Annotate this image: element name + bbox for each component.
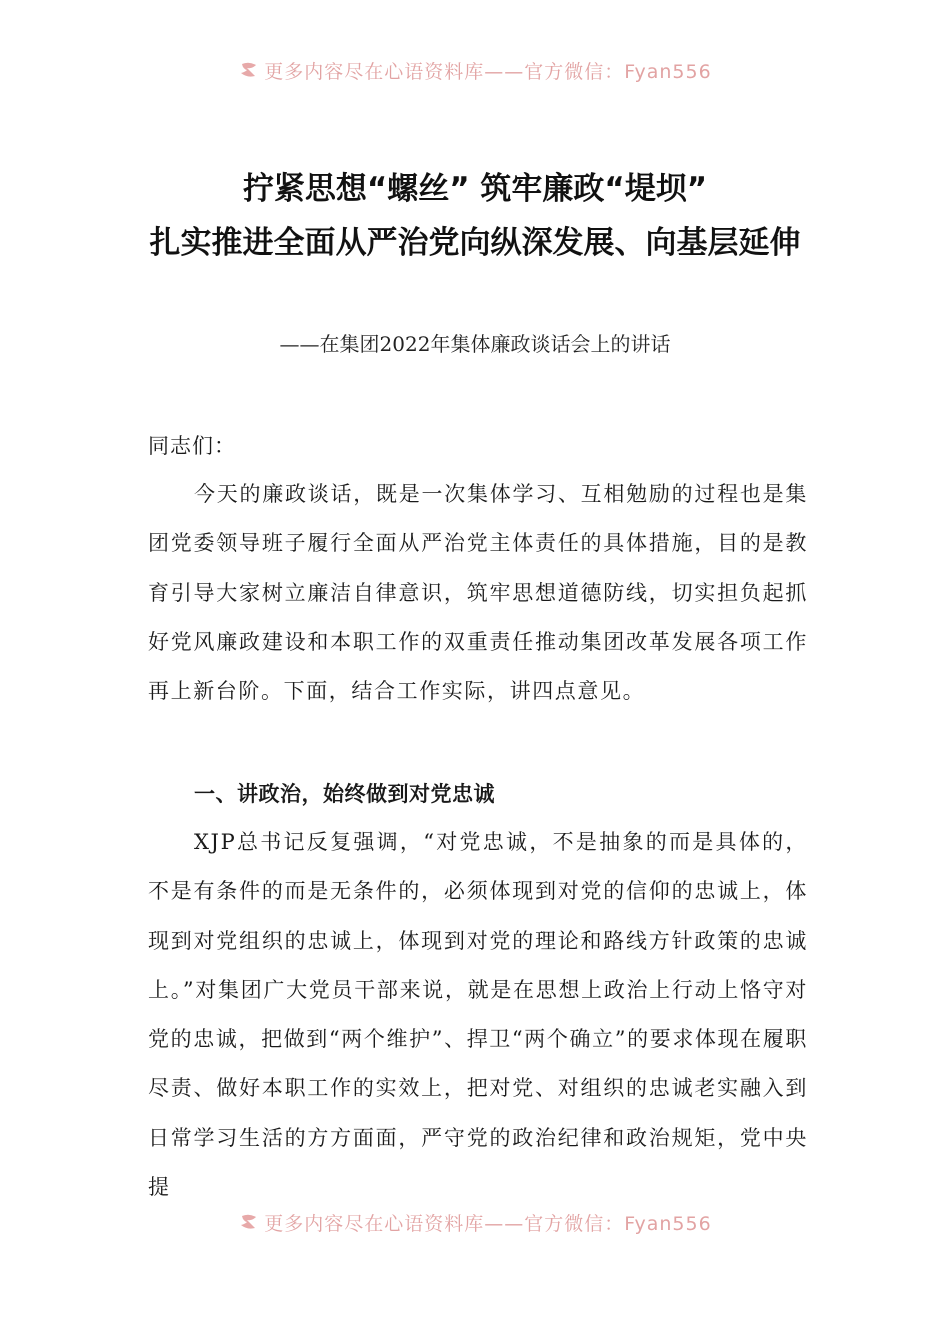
intro-paragraph: 今天的廉政谈话，既是一次集体学习、互相勉励的过程也是集团党委领导班子履行全面从严治党主体责任的具体措施，目的是教育引导大家树立廉洁自律意识，筑牢思想道德防线，切实担负起抓好党风廉政建设和本职工作的双重责任推动集团改革发展各项工作再上新台阶。下面，结合工作实际，讲四点意见。 — [148, 482, 808, 704]
watermark-top — [0, 60, 950, 82]
section1-heading: 一、讲政治，始终做到对党忠诚 — [194, 782, 495, 806]
watermark-bottom — [0, 1212, 950, 1234]
document-title-line2: 扎实推进全面从严治党向纵深发展、向基层延伸 — [149, 225, 801, 261]
greeting: 同志们： — [148, 434, 236, 458]
watermark-text: 更多内容尽在心语资料库——官方微信：Fyan556 — [264, 61, 712, 82]
watermark-logo-icon — [238, 1212, 260, 1234]
watermark-text: 更多内容尽在心语资料库——官方微信：Fyan556 — [264, 1213, 712, 1234]
watermark-logo-icon — [238, 60, 260, 82]
section1-paragraph: XJP总书记反复强调，“对党忠诚，不是抽象的而是具体的，不是有条件的而是无条件的，必须体现到对党的信仰的忠诚上，体现到对党组织的忠诚上，体现到对党的理论和路线方针政策的忠诚上。”对集团广大党员干部来说，就是在思想上政治上行动上恪守对党的忠诚，把做到“两个维护”、捍卫“两个确立”的要求体现在履职尽责、做好本职工作的实效上，把对党、对组织的忠诚老实融入到日常学习生活的方方面面，严守党的政治纪律和政治规矩，党中央提 — [148, 830, 808, 1200]
document-title-line1: 拧紧思想“螺丝” 筑牢廉政“堤坝” — [242, 171, 708, 207]
document-subtitle: ——在集团2022年集体廉政谈话会上的讲话 — [279, 332, 671, 356]
